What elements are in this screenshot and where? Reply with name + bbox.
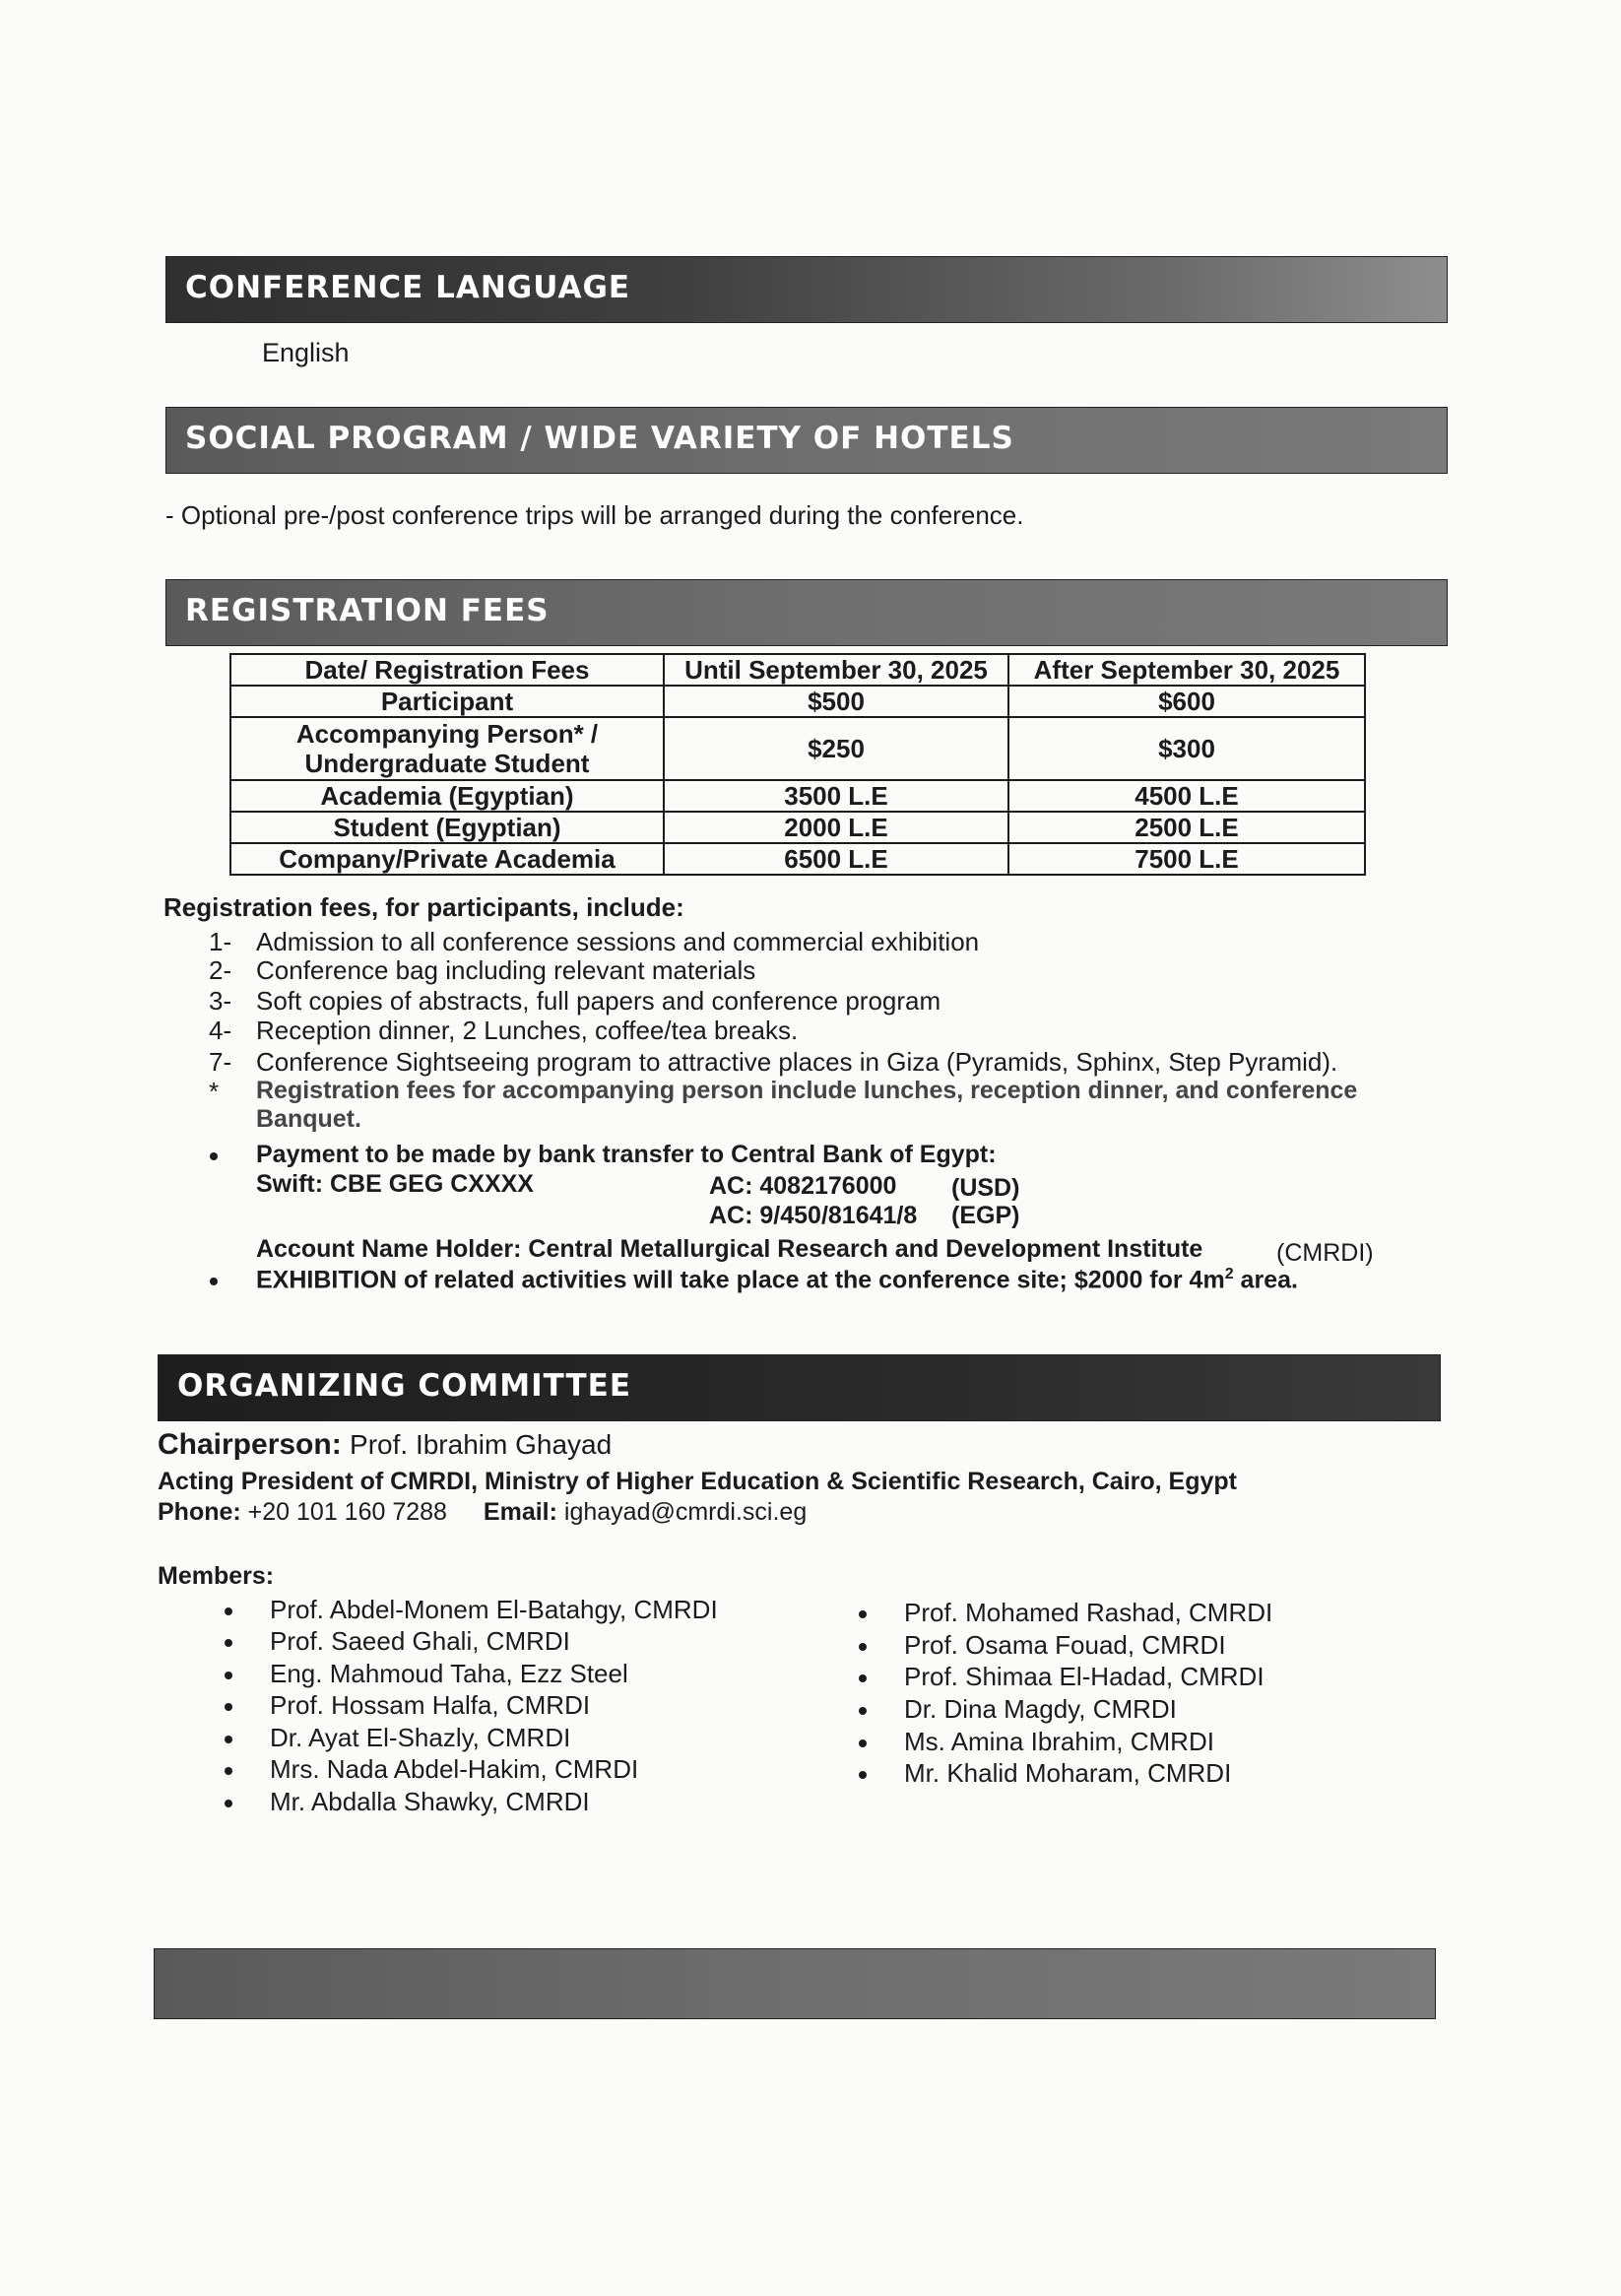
table-header-cell: Date/ Registration Fees bbox=[230, 654, 664, 686]
table-row bbox=[230, 780, 1365, 812]
registration-fees-title: REGISTRATION FEES bbox=[185, 593, 550, 628]
bullet-icon bbox=[225, 1800, 232, 1807]
table-cell: 6500 L.E bbox=[664, 843, 1008, 875]
social-program-title: SOCIAL PROGRAM / WIDE VARIETY OF HOTELS bbox=[185, 421, 1014, 456]
bullet-icon bbox=[225, 1767, 232, 1775]
organizing-committee-header-bar bbox=[158, 1354, 1441, 1421]
contact-line bbox=[158, 1498, 807, 1527]
accompanying-note-line1: Registration fees for accompanying person include lunches, reception dinner, and conference bbox=[256, 1077, 1358, 1104]
list-item: Admission to all conference sessions and commercial exhibition bbox=[256, 927, 980, 956]
bullet-icon bbox=[859, 1707, 867, 1715]
chairperson-name: Prof. Ibrahim Ghayad bbox=[350, 1429, 613, 1460]
member-item: Prof. Saeed Ghali, CMRDI bbox=[270, 1626, 570, 1656]
table-cell: 2000 L.E bbox=[664, 812, 1008, 843]
exhibition-superscript: 2 bbox=[1224, 1266, 1234, 1282]
bullet-icon bbox=[859, 1739, 867, 1747]
table-cell: 7500 L.E bbox=[1008, 843, 1365, 875]
list-item: Soft copies of abstracts, full papers and conference program bbox=[256, 986, 941, 1016]
table-cell: Participant bbox=[230, 686, 664, 717]
email-label: Email: bbox=[483, 1498, 557, 1526]
member-item: Prof. Hossam Halfa, CMRDI bbox=[270, 1690, 591, 1720]
member-item: Ms. Amina Ibrahim, CMRDI bbox=[904, 1727, 1214, 1756]
table-cell: 3500 L.E bbox=[664, 780, 1008, 812]
table-row bbox=[230, 843, 1365, 875]
table-cell-line: Undergraduate Student bbox=[304, 749, 590, 778]
exhibition-line bbox=[256, 1266, 1298, 1294]
account-usd: AC: 4082176000 bbox=[709, 1172, 897, 1200]
table-row bbox=[230, 686, 1365, 717]
member-item: Dr. Dina Magdy, CMRDI bbox=[904, 1694, 1177, 1724]
table-cell: Student (Egyptian) bbox=[230, 812, 664, 843]
account-usd-currency: (USD) bbox=[951, 1174, 1020, 1202]
chairperson-role: Acting President of CMRDI, Ministry of Higher Education & Scientific Research, Cairo, Egypt bbox=[158, 1468, 1237, 1495]
list-item: Reception dinner, 2 Lunches, coffee/tea breaks. bbox=[256, 1016, 799, 1045]
phone-label: Phone: bbox=[158, 1498, 241, 1526]
list-number: 7- bbox=[209, 1047, 232, 1077]
table-cell: Company/Private Academia bbox=[230, 843, 664, 875]
bullet-icon bbox=[225, 1703, 232, 1711]
list-number: 3- bbox=[209, 986, 232, 1016]
list-number: 1- bbox=[209, 927, 232, 956]
table-cell-line: Accompanying Person* / bbox=[295, 719, 599, 749]
bullet-icon bbox=[225, 1672, 232, 1679]
table-cell: $500 bbox=[664, 686, 1008, 717]
bullet-icon bbox=[210, 1152, 218, 1160]
list-number: 2- bbox=[209, 955, 232, 985]
bullet-icon bbox=[225, 1607, 232, 1615]
member-item: Prof. Shimaa El-Hadad, CMRDI bbox=[904, 1662, 1264, 1691]
email-address: ighayad@cmrdi.sci.eg bbox=[563, 1498, 808, 1526]
accompanying-note-line2: Banquet. bbox=[256, 1105, 361, 1133]
exhibition-text: EXHIBITION of related activities will take place at the conference site; $2000 for 4m bbox=[256, 1266, 1225, 1294]
list-number: 4- bbox=[209, 1016, 232, 1045]
table-cell: $300 bbox=[1008, 717, 1365, 780]
social-program-header-bar bbox=[165, 407, 1448, 474]
phone-number: +20 101 160 7288 bbox=[247, 1498, 447, 1526]
member-item: Eng. Mahmoud Taha, Ezz Steel bbox=[270, 1659, 628, 1688]
conference-language-title: CONFERENCE LANGUAGE bbox=[185, 270, 631, 305]
organizing-committee-title: ORGANIZING COMMITTEE bbox=[177, 1368, 632, 1404]
registration-fees-header-bar bbox=[165, 579, 1448, 646]
table-cell: Academia (Egyptian) bbox=[230, 780, 664, 812]
member-item: Mrs. Nada Abdel-Hakim, CMRDI bbox=[270, 1754, 639, 1784]
bullet-icon bbox=[225, 1736, 232, 1743]
bullet-icon bbox=[859, 1610, 867, 1618]
note-asterisk: * bbox=[209, 1077, 220, 1106]
table-header-row bbox=[230, 654, 1365, 686]
exhibition-text-end: area. bbox=[1233, 1266, 1298, 1294]
table-row bbox=[230, 812, 1365, 843]
includes-heading: Registration fees, for participants, include: bbox=[163, 892, 684, 922]
bullet-icon bbox=[210, 1278, 218, 1285]
account-holder: Account Name Holder: Central Metallurgical Research and Development Institute bbox=[256, 1235, 1203, 1263]
conference-language-header-bar bbox=[165, 256, 1448, 323]
payment-line: Payment to be made by bank transfer to Central Bank of Egypt: bbox=[256, 1141, 997, 1168]
swift-code: Swift: CBE GEG CXXXX bbox=[256, 1170, 534, 1198]
account-egp: AC: 9/450/81641/8 bbox=[709, 1202, 918, 1229]
table-header-cell: Until September 30, 2025 bbox=[664, 654, 1008, 686]
chairperson-label: Chairperson: bbox=[158, 1428, 342, 1461]
footer-bar bbox=[154, 1948, 1436, 2019]
bullet-icon bbox=[859, 1674, 867, 1682]
list-item: Conference Sightseeing program to attractive places in Giza (Pyramids, Sphinx, Step Pyramid). bbox=[256, 1047, 1338, 1077]
conference-language-value: English bbox=[262, 338, 350, 367]
member-item: Prof. Abdel-Monem El-Batahgy, CMRDI bbox=[270, 1595, 718, 1624]
table-cell: $600 bbox=[1008, 686, 1365, 717]
member-item: Mr. Abdalla Shawky, CMRDI bbox=[270, 1787, 590, 1816]
member-item: Dr. Ayat El-Shazly, CMRDI bbox=[270, 1723, 571, 1752]
account-egp-currency: (EGP) bbox=[951, 1202, 1020, 1229]
table-cell bbox=[230, 717, 664, 780]
bullet-icon bbox=[859, 1643, 867, 1651]
account-holder-abbrev: (CMRDI) bbox=[1276, 1239, 1374, 1267]
social-program-text: - Optional pre-/post conference trips will be arranged during the conference. bbox=[165, 500, 1024, 530]
bullet-icon bbox=[225, 1639, 232, 1647]
table-cell: $250 bbox=[664, 717, 1008, 780]
bullet-icon bbox=[859, 1771, 867, 1779]
registration-fees-table bbox=[229, 653, 1366, 876]
member-item: Prof. Osama Fouad, CMRDI bbox=[904, 1630, 1226, 1660]
member-item: Prof. Mohamed Rashad, CMRDI bbox=[904, 1598, 1273, 1627]
chairperson-line bbox=[158, 1428, 612, 1462]
table-row bbox=[230, 717, 1365, 780]
table-cell: 4500 L.E bbox=[1008, 780, 1365, 812]
member-item: Mr. Khalid Moharam, CMRDI bbox=[904, 1758, 1232, 1788]
table-header-cell: After September 30, 2025 bbox=[1008, 654, 1365, 686]
members-label: Members: bbox=[158, 1562, 275, 1590]
list-item: Conference bag including relevant materials bbox=[256, 955, 756, 985]
table-cell: 2500 L.E bbox=[1008, 812, 1365, 843]
